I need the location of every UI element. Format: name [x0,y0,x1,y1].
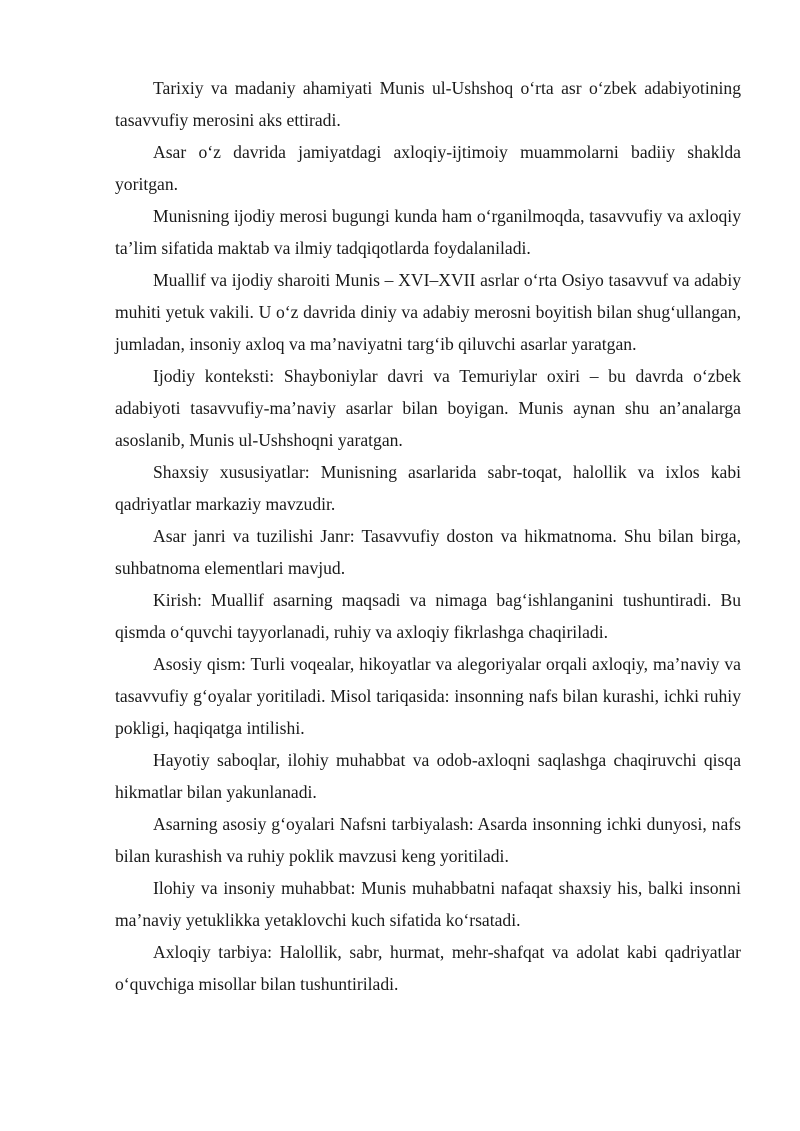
paragraph: Asarning asosiy g‘oyalari Nafsni tarbiyalash: Asarda insonning ichki dunyosi, nafs bilan kurashish va ruhiy poklik mavzusi keng yoritiladi. [115,814,741,866]
paragraph: Muallif va ijodiy sharoiti Munis – XVI–XVII asrlar o‘rta Osiyo tasavvuf va adabiy muhiti yetuk vakili. U o‘z davrida diniy va adabiy merosni boyitish bilan shug‘ullangan, jumladan, insoniy axloq va ma’naviyatni targ‘ib qiluvchi asarlar yaratgan. [115,270,741,354]
document-page [115,72,741,1000]
paragraph: Asar janri va tuzilishi Janr: Tasavvufiy doston va hikmatnoma. Shu bilan birga, suhbatnoma elementlari mavjud. [115,526,741,578]
paragraph: Axloqiy tarbiya: Halollik, sabr, hurmat, mehr-shafqat va adolat kabi qadriyatlar o‘quvchiga misollar bilan tushuntiriladi. [115,942,741,994]
paragraph: Hayotiy saboqlar, ilohiy muhabbat va odob-axloqni saqlashga chaqiruvchi qisqa hikmatlar bilan yakunlanadi. [115,750,741,802]
paragraph: Asar o‘z davrida jamiyatdagi axloqiy-ijtimoiy muammolarni badiiy shaklda yoritgan. [115,142,741,194]
paragraph: Kirish: Muallif asarning maqsadi va nimaga bag‘ishlanganini tushuntiradi. Bu qismda o‘quvchi tayyorlanadi, ruhiy va axloqiy fikrlashga chaqiriladi. [115,590,741,642]
paragraph: Shaxsiy xususiyatlar: Munisning asarlarida sabr-toqat, halollik va ixlos kabi qadriyatlar markaziy mavzudir. [115,462,741,514]
paragraph: Ijodiy konteksti: Shayboniylar davri va Temuriylar oxiri – bu davrda o‘zbek adabiyoti tasavvufiy-ma’naviy asarlar bilan boyigan. Munis aynan shu an’analarga asoslanib, Munis ul-Ushshoqni yaratgan. [115,366,741,450]
paragraph: Munisning ijodiy merosi bugungi kunda ham o‘rganilmoqda, tasavvufiy va axloqiy ta’lim sifatida maktab va ilmiy tadqiqotlarda foydalaniladi. [115,206,741,258]
paragraph: Tarixiy va madaniy ahamiyati Munis ul-Ushshoq o‘rta asr o‘zbek adabiyotining tasavvufiy merosini aks ettiradi. [115,78,741,130]
paragraph: Asosiy qism: Turli voqealar, hikoyatlar va alegoriyalar orqali axloqiy, ma’naviy va tasavvufiy g‘oyalar yoritiladi. Misol tariqasida: insonning nafs bilan kurashi, ichki ruhiy pokligi, haqiqatga intilishi. [115,654,741,738]
paragraph: Ilohiy va insoniy muhabbat: Munis muhabbatni nafaqat shaxsiy his, balki insonni ma’naviy yetuklikka yetaklovchi kuch sifatida ko‘rsatadi. [115,878,741,930]
